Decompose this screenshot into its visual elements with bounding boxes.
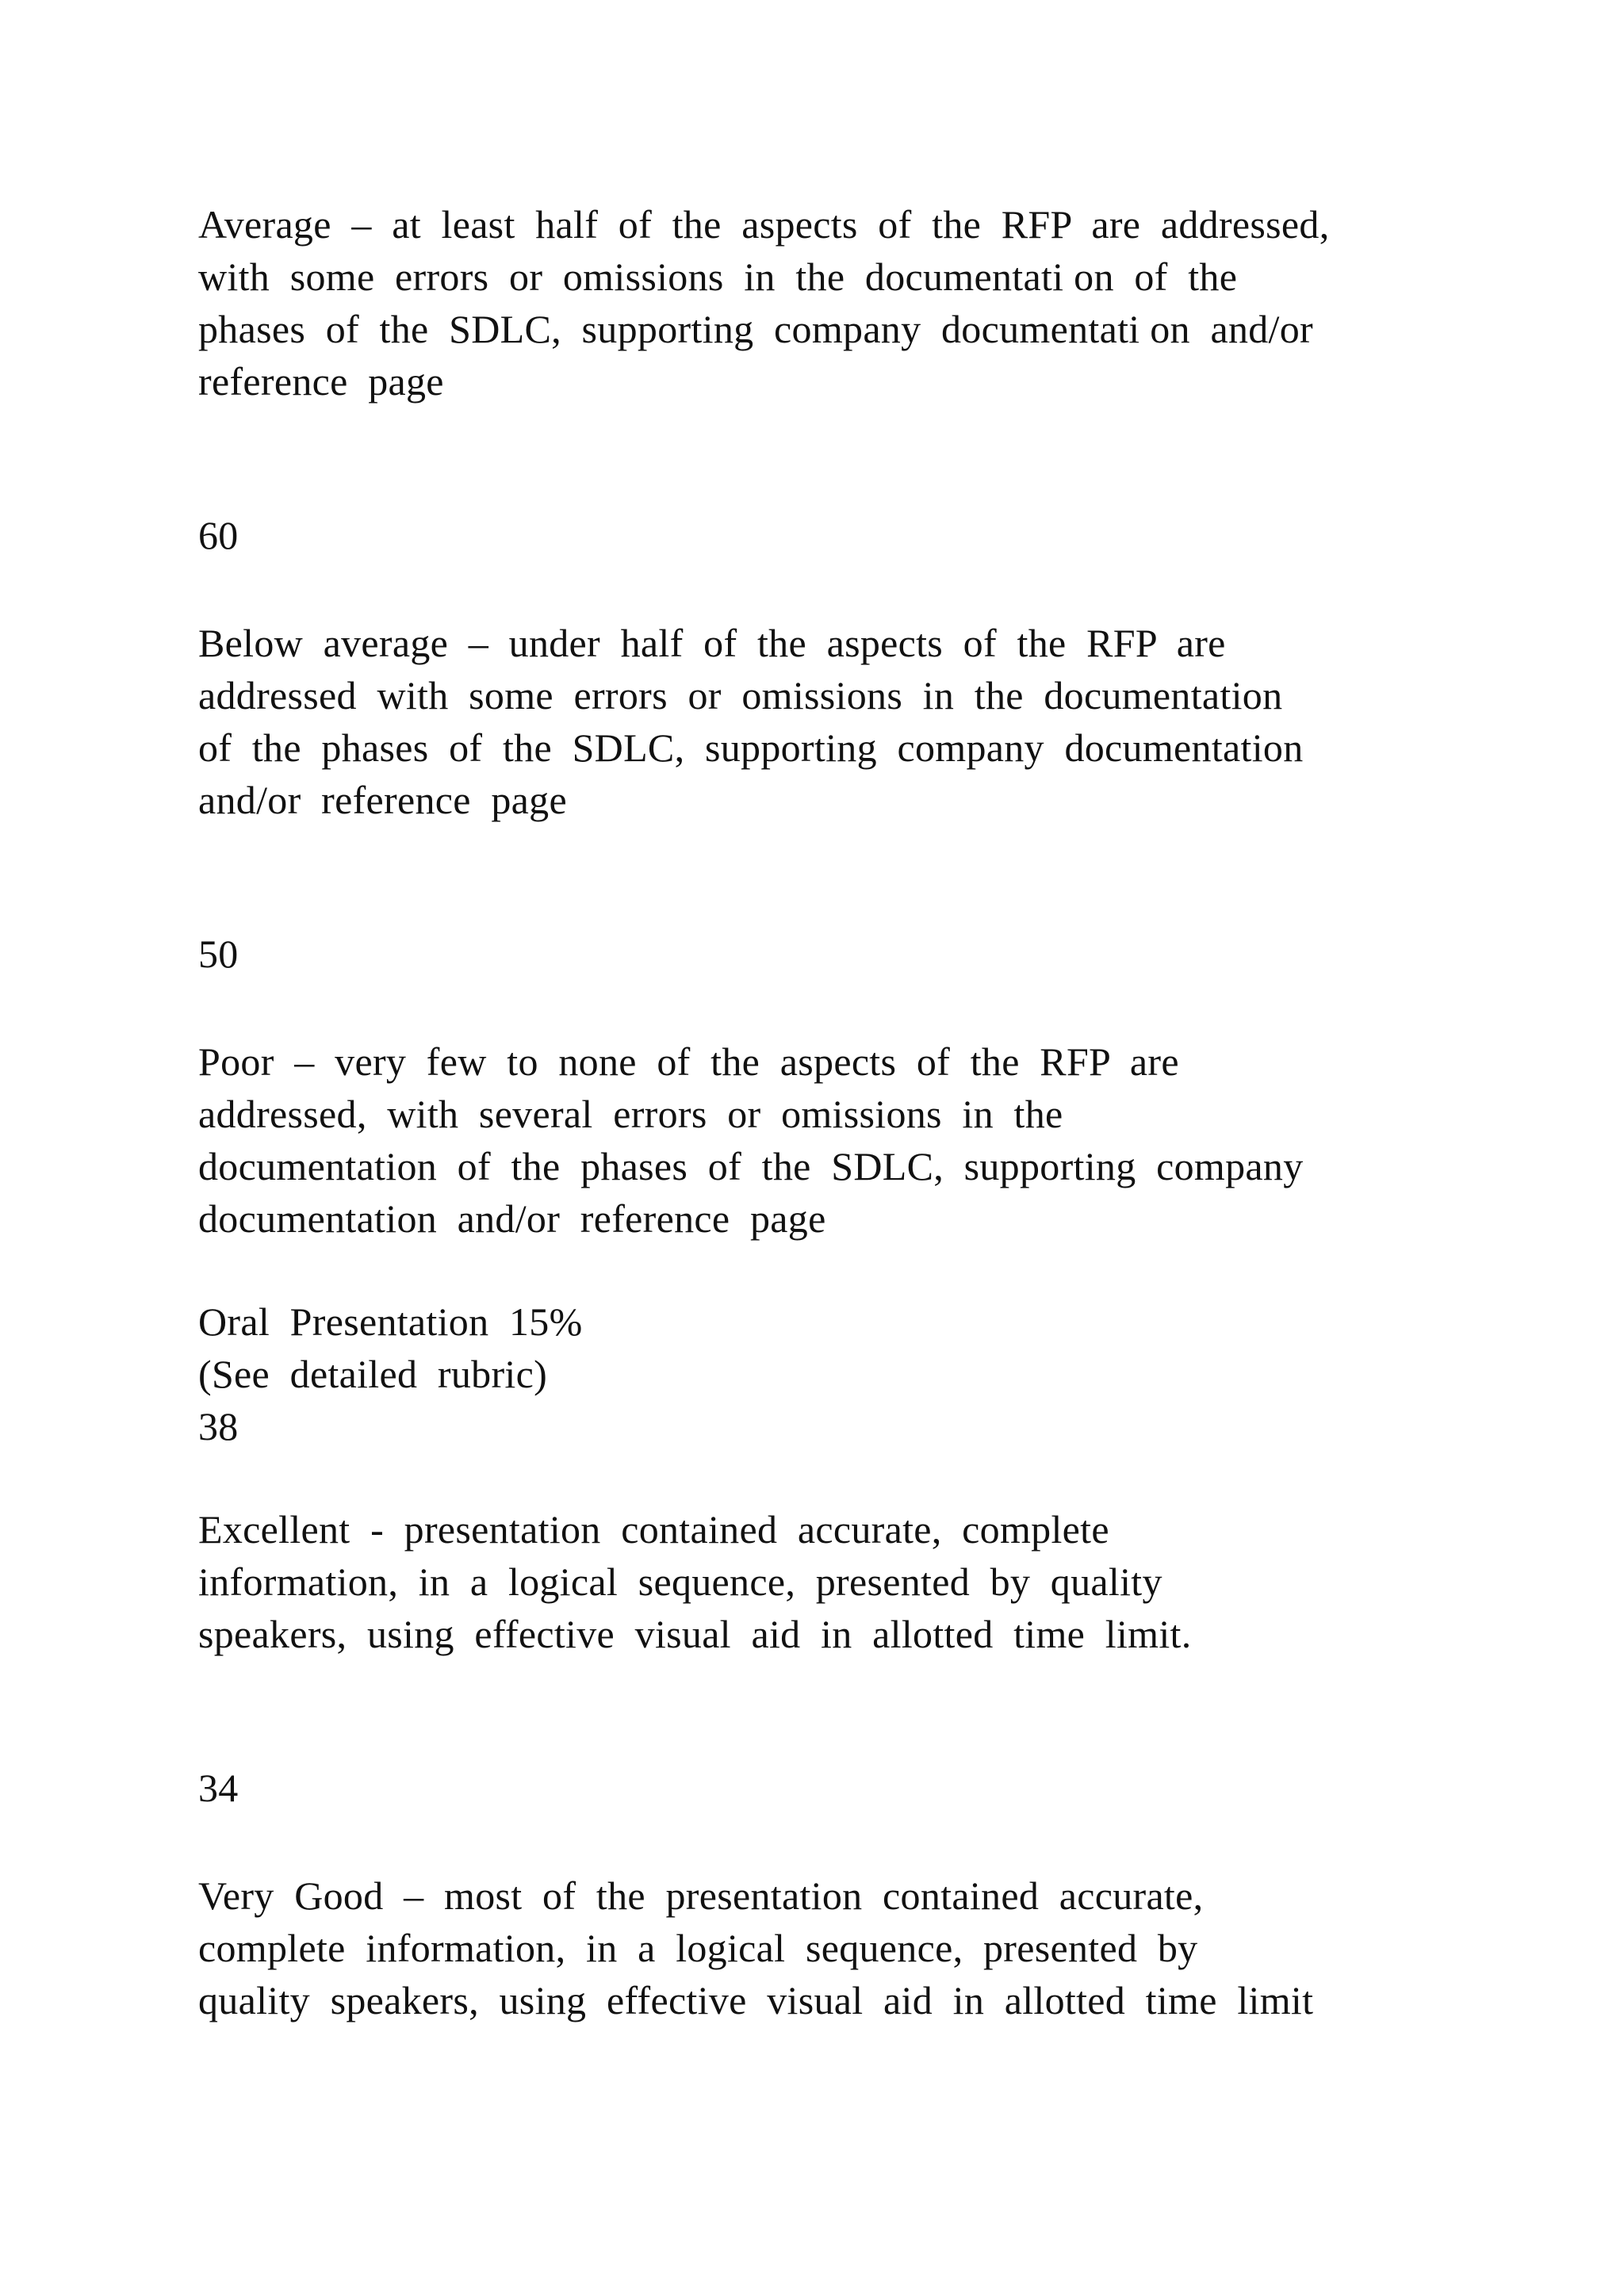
text-line: of the phases of the SDLC, supporting company documentation — [198, 725, 1304, 770]
score-value: 60 — [198, 513, 239, 557]
score-value: 38 — [198, 1404, 239, 1448]
score-value: 50 — [198, 932, 239, 976]
score-value: 34 — [198, 1766, 239, 1810]
text-line: speakers, using effective visual aid in allotted time limit. — [198, 1612, 1192, 1656]
text-line: documentation and/or reference page — [198, 1196, 826, 1241]
text-line: Excellent - presentation contained accurate, complete — [198, 1507, 1109, 1552]
section-subheading: (See detailed rubric) — [198, 1352, 548, 1396]
text-line: Very Good – most of the presentation contained accurate, — [198, 1873, 1204, 1918]
text-line: quality speakers, using effective visual aid in allotted time limit — [198, 1978, 1314, 2022]
text-line: phases of the SDLC, supporting company documentati on and/or — [198, 307, 1313, 351]
text-line: documentation of the phases of the SDLC, supporting company — [198, 1144, 1304, 1188]
text-line: and/or reference page — [198, 778, 567, 822]
text-line: Below average – under half of the aspects of the RFP are — [198, 621, 1226, 665]
text-line: addressed, with several errors or omissions in the — [198, 1092, 1063, 1136]
text-line: Average – at least half of the aspects of the RFP are addressed, — [198, 202, 1330, 247]
section-heading: Oral Presentation 15% — [198, 1299, 583, 1344]
text-line: Poor – very few to none of the aspects of the RFP are — [198, 1039, 1179, 1084]
text-line: information, in a logical sequence, presented by quality — [198, 1559, 1162, 1604]
text-line: complete information, in a logical sequence, presented by — [198, 1926, 1198, 1970]
text-line: reference page — [198, 359, 444, 404]
text-line: with some errors or omissions in the documentati on of the — [198, 254, 1238, 299]
text-line: addressed with some errors or omissions in the documentation — [198, 673, 1283, 718]
